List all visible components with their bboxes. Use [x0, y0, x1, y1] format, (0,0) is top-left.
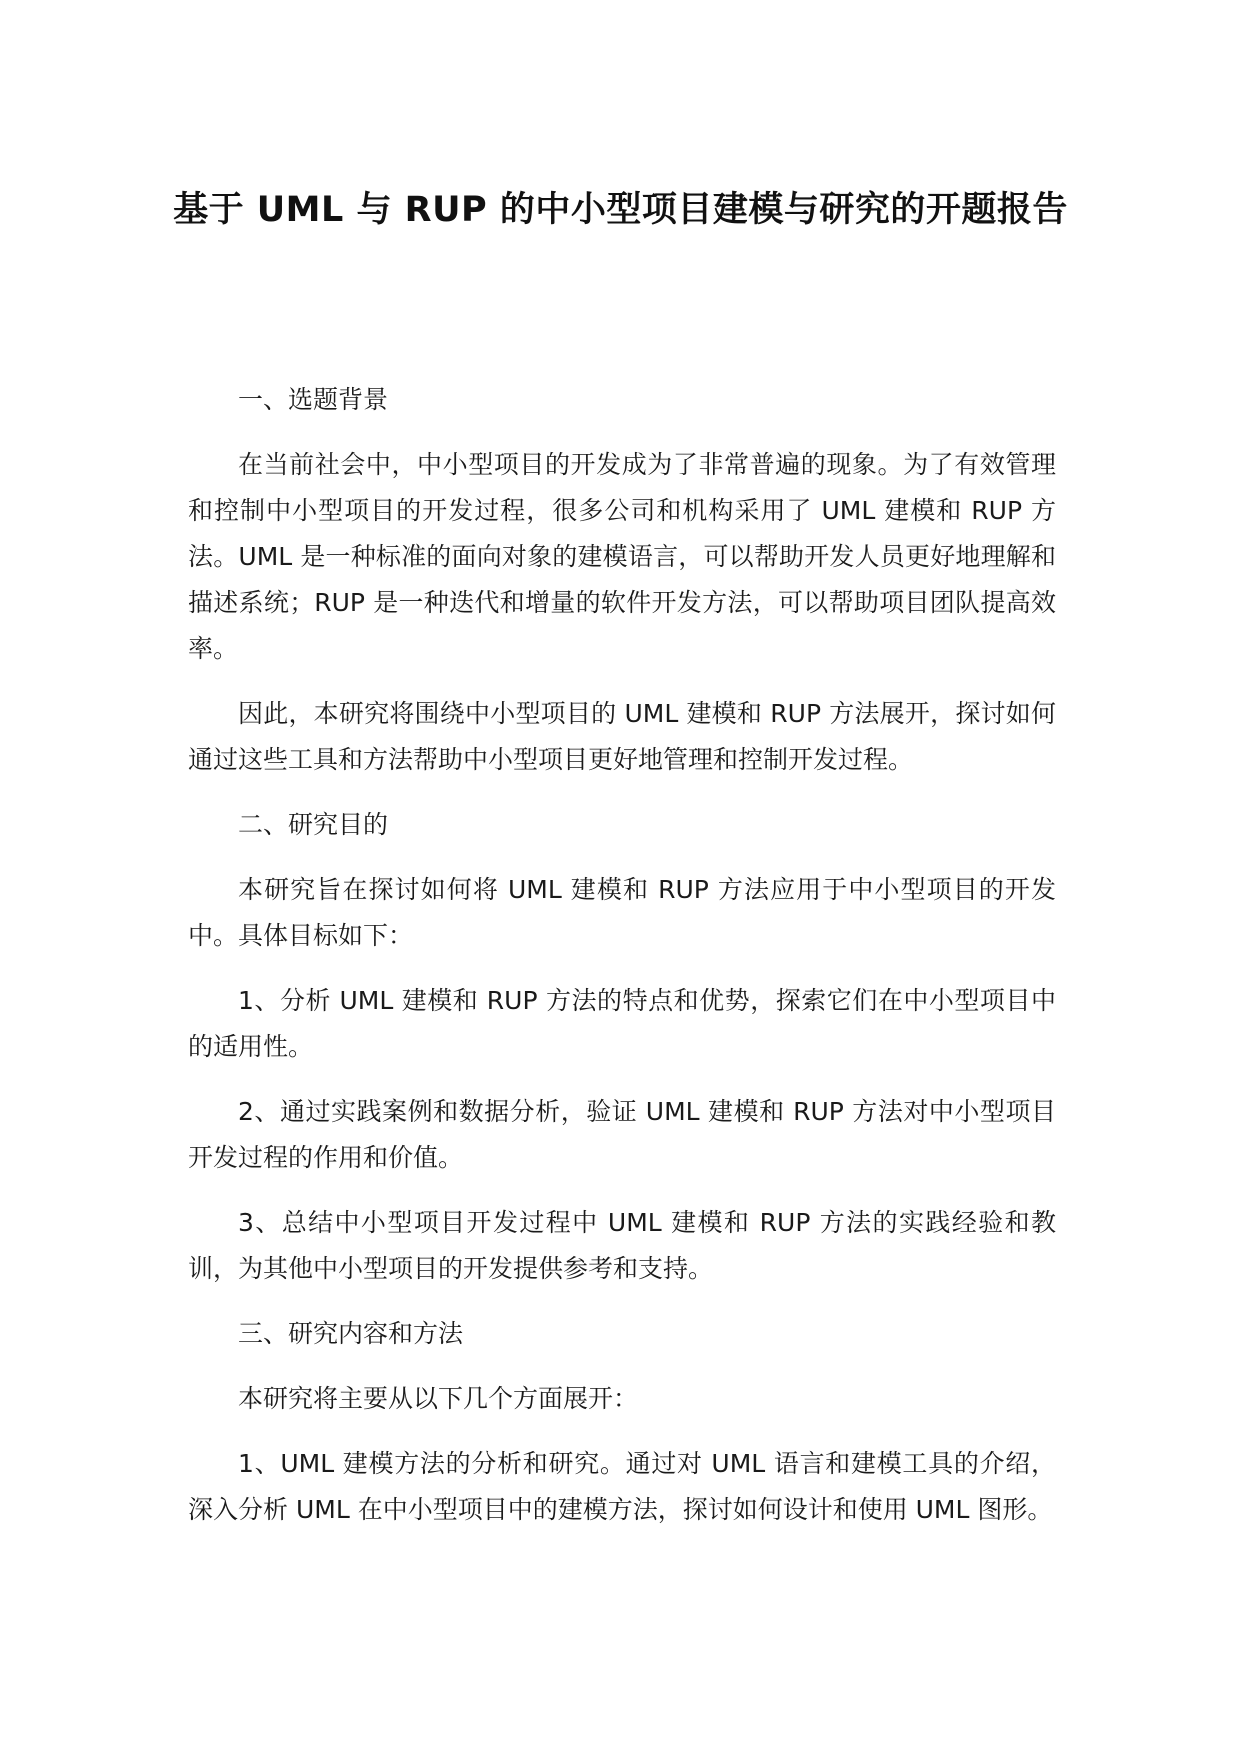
- paragraph-background-1: 在当前社会中，中小型项目的开发成为了非常普遍的现象。为了有效管理和控制中小型项目的开发过程，很多公司和机构采用了 UML 建模和 RUP 方法。UML 是一种标准的面向对象的建模语言，可以帮助开发人员更好地理解和描述系统；RUP 是一种迭代和增量的软件开发方法，可以帮助项目团队提高效率。: [188, 450, 1056, 663]
- document-body: [188, 377, 1056, 1552]
- section-heading-purpose: 二、研究目的: [238, 810, 389, 839]
- section-heading-content-method: 三、研究内容和方法: [238, 1319, 464, 1348]
- paragraph-content-intro: 本研究将主要从以下几个方面展开：: [238, 1384, 639, 1413]
- paragraph-background-2: 因此，本研究将围绕中小型项目的 UML 建模和 RUP 方法展开，探讨如何通过这些工具和方法帮助中小型项目更好地管理和控制开发过程。: [188, 699, 1056, 774]
- paragraph-purpose-goal-1: 1、分析 UML 建模和 RUP 方法的特点和优势，探索它们在中小型项目中的适用性。: [188, 986, 1056, 1061]
- paragraph-purpose-goal-2: 2、通过实践案例和数据分析，验证 UML 建模和 RUP 方法对中小型项目开发过程的作用和价值。: [188, 1097, 1056, 1172]
- paragraph-purpose-goal-3: 3、总结中小型项目开发过程中 UML 建模和 RUP 方法的实践经验和教训，为其他中小型项目的开发提供参考和支持。: [188, 1208, 1056, 1283]
- document-title: 基于 UML 与 RUP 的中小型项目建模与研究的开题报告: [173, 190, 1068, 230]
- paragraph-purpose-intro: 本研究旨在探讨如何将 UML 建模和 RUP 方法应用于中小型项目的开发中。具体目标如下：: [188, 875, 1056, 950]
- section-heading-background: 一、选题背景: [238, 385, 389, 414]
- paragraph-content-item-1: 1、UML 建模方法的分析和研究。通过对 UML 语言和建模工具的介绍，深入分析 UML 在中小型项目中的建模方法，探讨如何设计和使用 UML 图形。: [188, 1449, 1056, 1524]
